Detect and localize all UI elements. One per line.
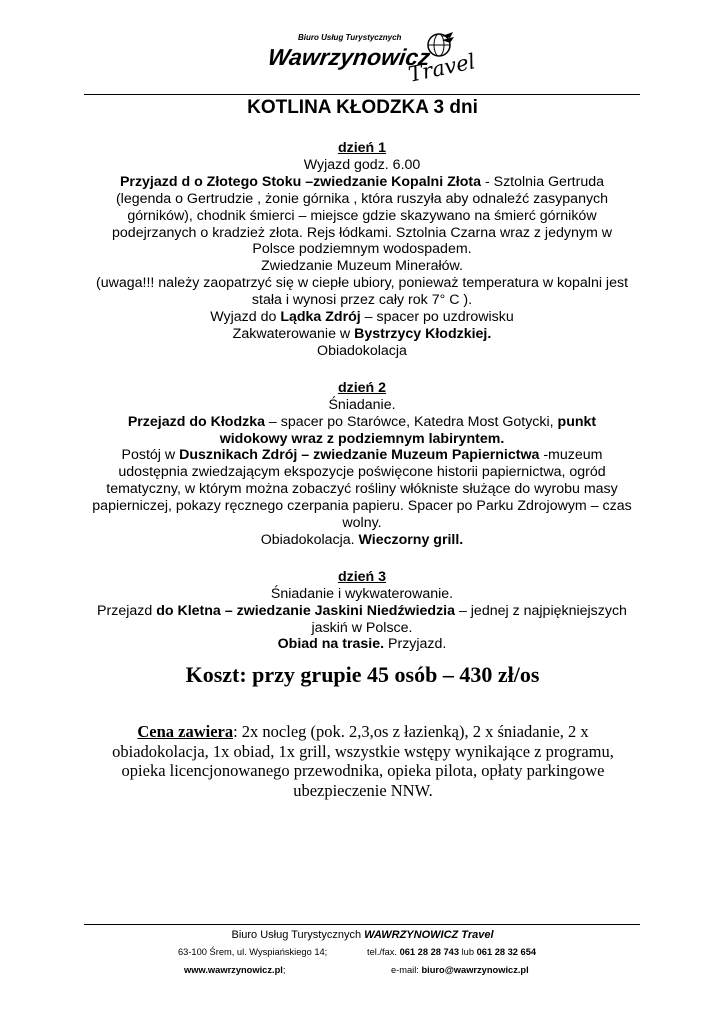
- day1-ladek: [92, 309, 632, 326]
- logo-script: Travel: [406, 49, 478, 87]
- stay-pre: Zakwaterowanie w: [232, 325, 355, 342]
- ladek-post: – spacer po uzdrowisku: [360, 309, 514, 326]
- stay-bold: Bystrzycy Kłodzkiej.: [354, 325, 492, 342]
- email-pre: e-mail:: [391, 965, 422, 975]
- website-link[interactable]: www.wawrzynowicz.pl: [184, 965, 283, 975]
- page-title: KOTLINA KŁODZKA 3 dni: [247, 97, 478, 118]
- footer-company-name: WAWRZYNOWICZ Travel: [364, 929, 494, 941]
- phone-mid: lub: [459, 947, 477, 957]
- footer-company: [0, 929, 725, 941]
- dinner-pre: Obiadokolacja.: [260, 531, 359, 548]
- kletno-bold: do Kletna – zwiedzanie Jaskini Niedźwiedzia: [156, 602, 455, 619]
- day3-kletno: [92, 603, 632, 637]
- itinerary: [92, 140, 632, 653]
- klodzko-bold2: punkt widokowy wraz z podziemnym labiryntem.: [219, 413, 597, 447]
- email-link[interactable]: biuro@wawrzynowicz.pl: [421, 965, 529, 975]
- day1-text: - Sztolnia Gertruda (legenda o Gertrudzie , żonie górnika , która ruszyła aby odnaleźć zasypanych górników), chodnik śmierci – miejsce gdzie skazywano na śmierć górników podejrzanych o kradzież złota. Rejs łódkami. Sztolnia Czarna wraz z jedynym w Polsce podziemnym wodospadem.: [112, 173, 612, 258]
- footer-divider: [84, 924, 640, 925]
- day2-duszniki: [92, 447, 632, 532]
- day3-heading: dzień 3: [337, 568, 387, 585]
- ladek-bold: Lądka Zdrój: [280, 309, 361, 326]
- cost-line: Koszt: przy grupie 45 osób – 430 zł/os: [185, 662, 540, 687]
- includes-lead: Cena zawiera: [137, 722, 234, 741]
- lunch-bold: Obiad na trasie.: [277, 636, 385, 653]
- phone-2: 061 28 32 654: [476, 947, 537, 957]
- lunch-text: Przyjazd.: [384, 636, 447, 653]
- day3-section: [92, 569, 632, 654]
- includes-text: : 2x nocleg (pok. 2,3,os z łazienką), 2 x śniadanie, 2 x obiadokolacja, 1x obiad, 1x grill, wszystkie wstępy wynikające z programu, opieka licencjonowanego przewodnika, opieka pilota, opłaty parkingowe ubezpieczenie NNW.: [112, 722, 614, 800]
- footer-address: 63-100 Śrem, ul. Wyspiańskiego 14;: [178, 947, 328, 957]
- website-suffix: ;: [282, 965, 286, 975]
- globe-wings-icon: [424, 30, 454, 60]
- duszniki-text: -muzeum udostępnia zwiedzającym ekspozycje poświęcone historii papiernictwa, ogród tematyczny, w którym można zobaczyć rośliny włókniste służące do wyrobu masy papierniczej, pokazy ręcznego czerpania papieru. Spacer po Parku Zdrojowym – czas wolny.: [92, 447, 632, 532]
- header-divider: [84, 94, 640, 95]
- klodzko-bold: Przejazd do Kłodzka: [127, 413, 265, 430]
- day1-paragraph: [92, 174, 632, 259]
- kletno-text: – jednej z najpiękniejszych jaskiń w Polsce.: [311, 602, 627, 636]
- day2-dinner: [92, 532, 632, 549]
- day1-section: [92, 140, 632, 360]
- footer-website[interactable]: [184, 965, 285, 975]
- day2-breakfast: Śniadanie.: [328, 396, 396, 413]
- day1-departure: Wyjazd godz. 6.00: [303, 156, 421, 173]
- footer-company-pre: Biuro Usług Turystycznych: [231, 929, 365, 941]
- day2-heading: dzień 2: [337, 379, 387, 396]
- day3-breakfast: Śniadanie i wykwaterowanie.: [270, 585, 454, 602]
- footer-email[interactable]: [391, 965, 529, 975]
- ladek-pre: Wyjazd do: [210, 309, 281, 326]
- logo-small-text: Biuro Usług Turystycznych: [298, 33, 402, 42]
- klodzko-text: – spacer po Starówce, Katedra Most Gotycki,: [264, 413, 558, 430]
- day1-museum: Zwiedzanie Muzeum Minerałów.: [261, 258, 463, 275]
- phone-1: 061 28 28 743: [399, 947, 460, 957]
- duszniki-bold: Dusznikach Zdrój – zwiedzanie Muzeum Papiernictwa: [179, 447, 540, 464]
- kletno-pre: Przejazd: [97, 602, 157, 619]
- duszniki-pre: Postój w: [121, 447, 180, 464]
- day1-warning: (uwaga!!! należy zaopatrzyć się w ciepłe ubiory, ponieważ temperatura w kopalni jest stała i wynosi przez cały rok 7° C ).: [95, 275, 629, 309]
- footer-phone: [367, 947, 536, 957]
- day1-stay: [92, 326, 632, 343]
- day2-section: [92, 380, 632, 549]
- phone-pre: tel./fax.: [367, 947, 400, 957]
- day2-klodzko: [92, 414, 632, 448]
- day3-lunch: [92, 636, 632, 653]
- logo-brand: Wawrzynowicz: [266, 44, 432, 70]
- dinner-bold: Wieczorny grill.: [358, 531, 464, 548]
- day1-heading: dzień 1: [337, 140, 387, 156]
- day1-bold: Przyjazd d o Złotego Stoku –zwiedzanie Kopalni Złota: [119, 173, 481, 190]
- company-logo: [266, 30, 478, 87]
- day1-dinner: Obiadokolacja: [317, 342, 407, 359]
- price-includes: [98, 722, 628, 800]
